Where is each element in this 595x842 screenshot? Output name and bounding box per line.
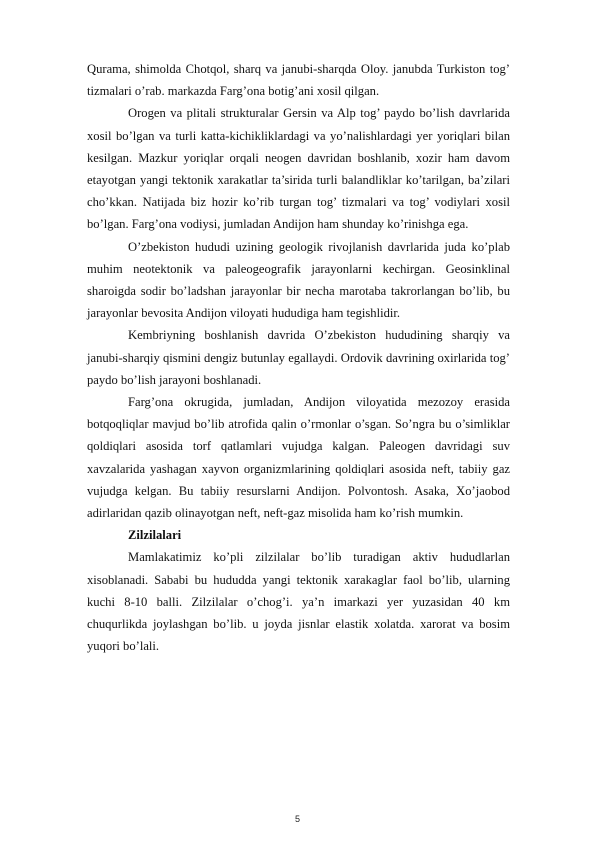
document-body xyxy=(87,58,510,657)
section-paragraph: Mamlakatimiz ko’pli zilzilalar bo’lib turadigan aktiv hududlarlan xisoblanadi. Sababi bu hududda yangi tektonik xarakaglar faol bo’lib, ularning kuchi 8-10 balli. Zilzilalar o’chog’i. ya’n imarkazi yer yuzasidan 40 km chuqurlikda joylashgan bo’lib. u joyda jisnlar elastik xolatda. xarorat va bosim yuqori bo’lali. xyxy=(87,550,510,654)
paragraph-1: Qurama, shimolda Chotqol, sharq va janubi-sharqda Oloy. janubda Turkiston tog’ tizmalari o’rab. markazda Farg’ona botig’ani xosil qilgan. xyxy=(87,62,510,99)
paragraph-4: Kembriyning boshlanish davrida O’zbekiston hududining sharqiy va janubi-sharqiy qismini dengiz butunlay egallaydi. Ordovik davrining oxirlarida tog’ paydo bo’lish jarayoni boshlanadi. xyxy=(87,328,510,387)
paragraph-3: O’zbekiston hududi uzining geologik rivojlanish davrlarida juda ko’plab muhim neotektonik va paleogeografik jarayonlarni kechirgan. Geosinklinal sharoigda sodir bo’ladshan jarayonlar bir necha marotaba takrorlangan bo’lib, bu jarayonlar bevosita Andijon viloyati hududiga ham tegishlidir. xyxy=(87,239,510,321)
paragraph-5: Farg’ona okrugida, jumladan, Andijon viloyatida mezozoy erasida botqoqliqlar mavjud bo’lib atrofida qalin o’rmonlar o’sgan. So’ngra bu o’simliklar qoldiqlari asosida torf qatlamlari vujudga kalgan. Paleogen davridagi suv xavzalarida yashagan xayvon organizmlarining qoldiqlari asosida neft, tabiiy gaz vujudga kelgan. Bu tabiiy resurslarni Andijon. Polvontosh. Asaka, Xo’jaobod adirlaridan qazib olinayotgan neft, neft-gaz misolida ham ko’rish mumkin. xyxy=(87,395,510,521)
paragraph-2: Orogen va plitali strukturalar Gersin va Alp tog’ paydo bo’lish davrlarida xosil bo’lgan va turli katta-kichikliklardagi va yo’nalishlardagi yer yoriqlari bilan kesilgan. Mazkur yoriqlar orqali neogen davridan boshlanib, xozir ham davom etayotgan yangi tektonik xarakatlar ta’sirida turli balandliklar ko’tarilgan, ba’zilari cho’kkan. Natijada biz hozir ko’rib turgan tog’ tizmalari va tog’ vodiylari xosil bo’lgan. Farg’ona vodiysi, jumladan Andijon ham shunday ko’rinishga ega. xyxy=(87,106,510,232)
section-heading: Zilzilalari xyxy=(128,528,182,543)
page-number: 5 xyxy=(294,814,300,824)
